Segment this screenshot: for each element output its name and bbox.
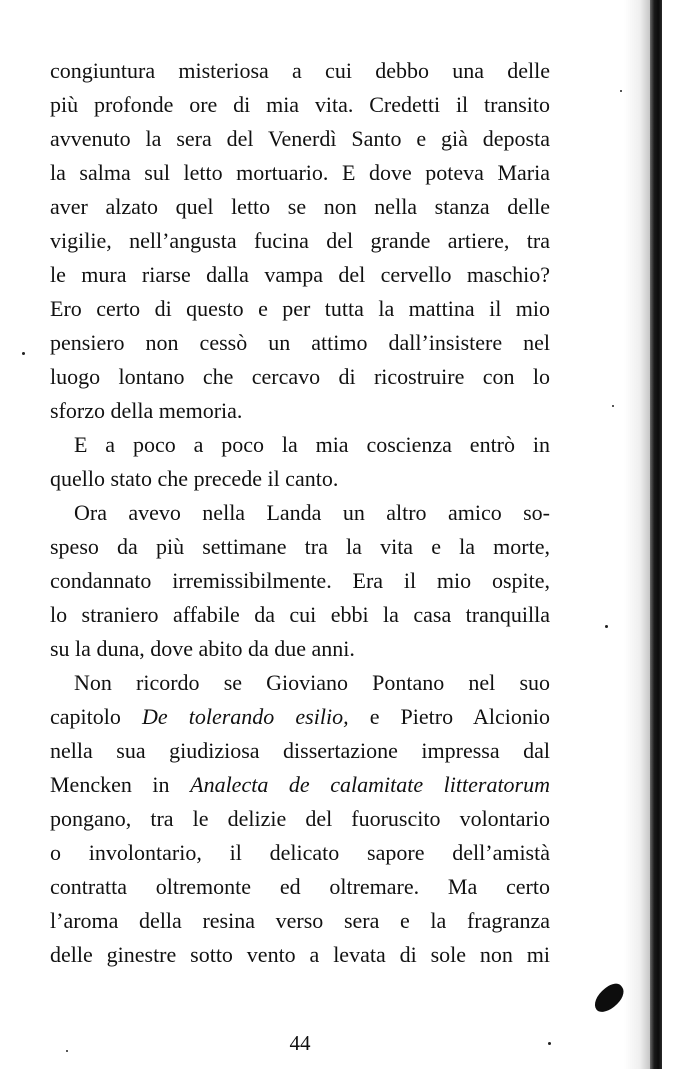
text-line: o involontario, il delicato sapore dell’amistà [50,840,550,865]
text-line: speso da più settimane tra la vita e la morte, [50,534,550,559]
ink-speck [612,405,614,407]
body-text [50,54,550,972]
ink-speck [620,90,622,92]
italic-title: De tolerando esilio, [141,704,349,729]
ink-speck [66,1050,68,1052]
text-line: le mura riarse dalla vampa del cervello maschio? [50,262,550,287]
ink-speck [22,352,25,355]
text-line: lo straniero affabile da cui ebbi la casa tranquilla [50,602,550,627]
text-line: Ora avevo nella Landa un altro amico so- [74,500,550,525]
text-line: la salma sul letto mortuario. E dove poteva Maria [50,160,550,185]
binding-shadow [624,0,650,1069]
text-line: avvenuto la sera del Venerdì Santo e già deposta [50,126,550,151]
text-line-mixed [50,700,550,734]
text-line: Ero certo di questo e per tutta la mattina il mio [50,296,550,321]
text-line-mixed [50,768,550,802]
text-line: pensiero non cessò un attimo dall’insistere nel [50,330,550,355]
text-line: pongano, tra le delizie del fuoruscito volontario [50,806,550,831]
text-line: congiuntura misteriosa a cui debbo una delle [50,58,550,83]
page-margin-right [662,0,700,1069]
text-span: Mencken in [50,772,191,797]
page-number: 44 [289,1031,311,1055]
text-line: aver alzato quel letto se non nella stanza delle [50,194,550,219]
text-line: l’aroma della resina verso sera e la fragranza [50,908,550,933]
ink-speck [605,625,608,628]
ink-blot [589,980,628,1017]
text-line: quello stato che precede il canto. [50,466,339,491]
text-line: contratta oltremonte ed oltremare. Ma certo [50,874,550,899]
ink-speck [548,1042,551,1045]
text-line: più profonde ore di mia vita. Credetti il transito [50,92,550,117]
text-line: delle ginestre sotto vento a levata di sole non mi [50,942,550,967]
text-span: e Pietro Alcionio [348,704,550,729]
text-line: luogo lontano che cercavo di ricostruire con lo [50,364,550,389]
text-line: sforzo della memoria. [50,398,243,423]
text-line: su la duna, dove abito da due anni. [50,636,355,661]
text-span: capitolo [50,704,142,729]
page-edge-border [650,0,662,1069]
italic-title: Analecta de calamitate litteratorum [190,772,551,797]
text-line: E a poco a poco la mia coscienza entrò in [74,432,550,457]
text-line: nella sua giudiziosa dissertazione impressa dal [50,738,550,763]
text-line: condannato irremissibilmente. Era il mio ospite, [50,568,550,593]
text-line: Non ricordo se Gioviano Pontano nel suo [74,670,550,695]
text-line: vigilie, nell’angusta fucina del grande artiere, tra [50,228,550,253]
